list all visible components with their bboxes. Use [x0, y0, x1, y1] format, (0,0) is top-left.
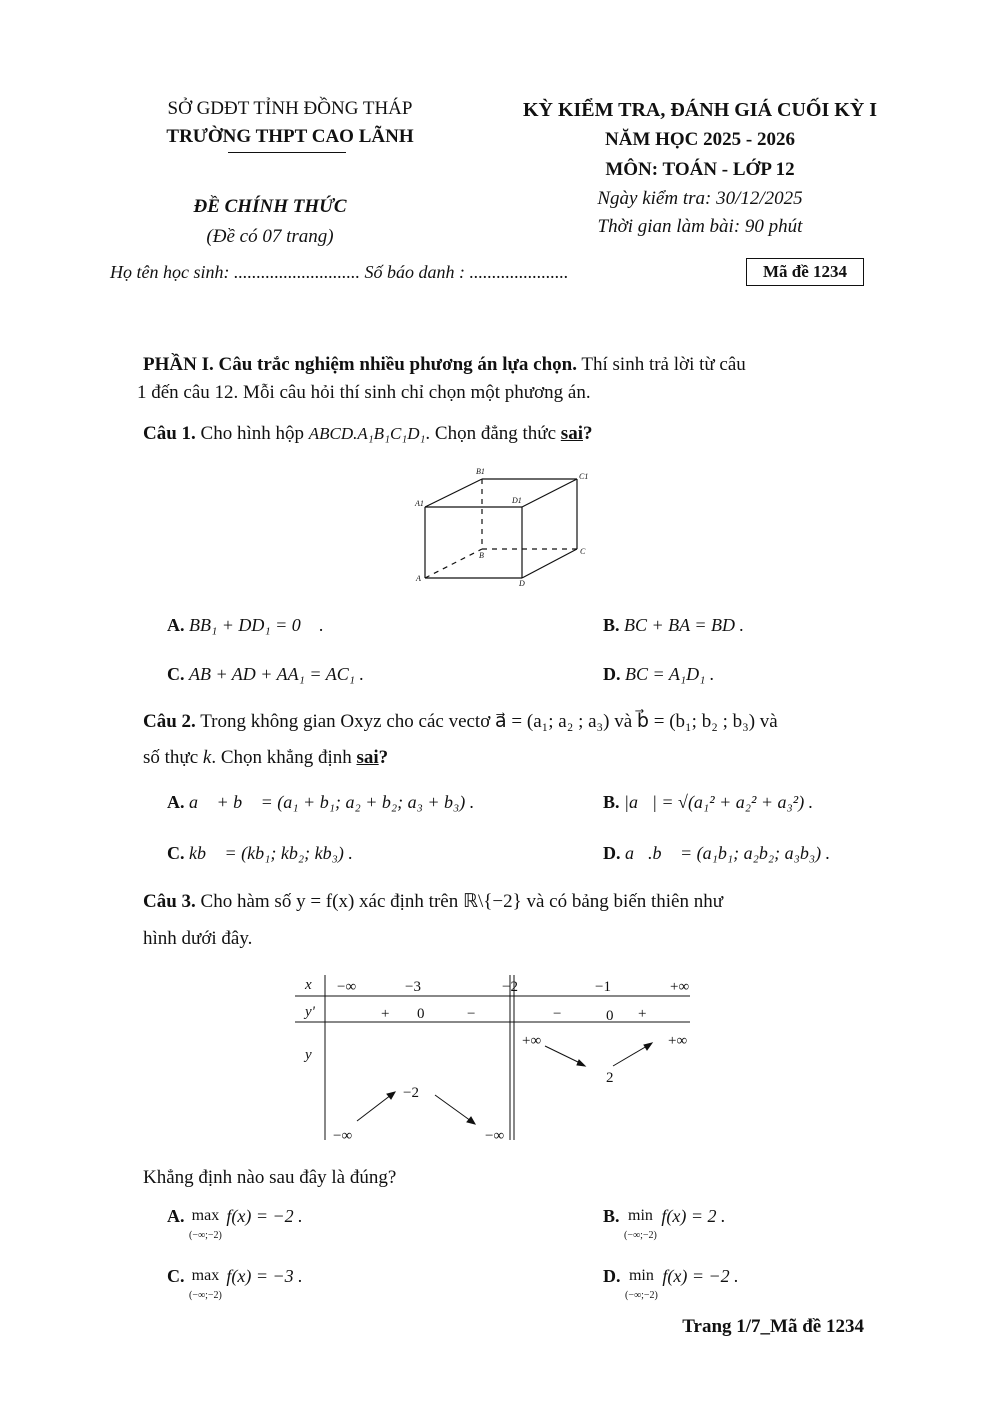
- table-x-value: −3: [405, 979, 421, 995]
- q2-line2-mid: . Chọn khẳng định: [211, 747, 357, 768]
- table-sign: +: [381, 1006, 390, 1022]
- q2-qmark: ?: [378, 747, 389, 768]
- label-C: C: [580, 547, 586, 556]
- q1-text-pre: Cho hình hộp: [195, 423, 309, 444]
- label-D1: D1: [512, 496, 522, 505]
- part1-intro-text: Thí sinh trả lời từ câu: [576, 354, 746, 375]
- exam-code-box: Mã đề 1234: [746, 258, 864, 286]
- q3-prompt: Khẳng định nào sau đây là đúng?: [143, 1167, 397, 1188]
- q2-line2-pre: số thực: [143, 747, 203, 768]
- option-operator: max: [191, 1267, 220, 1284]
- q2-option-d[interactable]: [603, 843, 830, 864]
- page-count: (Đề có 07 trang): [206, 226, 334, 247]
- option-letter: B.: [603, 1206, 620, 1226]
- label-A: A: [416, 574, 421, 583]
- q1-box-figure: [400, 462, 600, 590]
- option-letter: A.: [167, 792, 185, 812]
- option-text: BC = A₁D₁ .: [625, 664, 715, 684]
- option-letter: C.: [167, 843, 185, 863]
- option-operator: min: [628, 1207, 653, 1224]
- page-footer: Trang 1/7_Mã đề 1234: [682, 1316, 864, 1337]
- q2-option-a[interactable]: [167, 792, 474, 813]
- option-operator: min: [628, 1267, 654, 1284]
- q1-label: Câu 1.: [143, 423, 196, 444]
- option-text: BC + BA = BD .: [624, 615, 744, 635]
- table-y-value: −2: [403, 1085, 419, 1101]
- option-text: AB + AD + AA₁ = AC₁ .: [189, 664, 364, 684]
- table-sign: −: [467, 1006, 476, 1022]
- q2-option-b[interactable]: [603, 792, 813, 813]
- option-text: kb⃗ = (kb₁; kb₂; kb₃) .: [189, 843, 353, 863]
- option-letter: A.: [167, 1206, 185, 1226]
- q1-qmark: ?: [582, 423, 593, 444]
- q1-option-b[interactable]: [603, 615, 744, 636]
- table-y-value: −∞: [333, 1128, 353, 1144]
- exam-date: Ngày kiểm tra: 30/12/2025: [597, 188, 803, 209]
- option-interval: (−∞;−2): [625, 1290, 658, 1301]
- q3-option-a[interactable]: [167, 1206, 303, 1244]
- q3-option-b[interactable]: [603, 1206, 726, 1244]
- department-name: SỞ GDĐT TỈNH ĐỒNG THÁP: [167, 98, 413, 119]
- subject: MÔN: TOÁN - LỚP 12: [605, 159, 795, 180]
- option-letter: D.: [603, 843, 621, 863]
- option-text: |a⃗| = √(a₁² + a₂² + a₃²) .: [624, 792, 814, 812]
- school-name: TRƯỜNG THPT CAO LÃNH: [166, 126, 414, 147]
- school-underline: [228, 152, 346, 153]
- table-y-value: +∞: [668, 1033, 688, 1049]
- table-yprime-label: y': [305, 1004, 315, 1020]
- table-y-value: +∞: [522, 1033, 542, 1049]
- label-D: D: [519, 579, 525, 588]
- option-letter: C.: [167, 1266, 185, 1286]
- q2-k: k: [202, 747, 212, 768]
- school-year: NĂM HỌC 2025 - 2026: [605, 129, 795, 150]
- part1-intro-line2: 1 đến câu 12. Mỗi câu hỏi thí sinh chỉ chọn một phương án.: [137, 382, 591, 403]
- q1-shape: ABCD.A₁B₁C₁D₁: [308, 424, 426, 443]
- q1-keyword: sai: [560, 423, 583, 444]
- table-sign: 0: [417, 1006, 425, 1022]
- table-sign: +: [638, 1006, 647, 1022]
- table-x-label: x: [305, 977, 312, 993]
- part1-title: PHẦN I. Câu trắc nghiệm nhiều phương án lựa chọn.: [143, 354, 577, 375]
- option-text: f(x) = 2 .: [661, 1206, 726, 1226]
- q2-stem-line2: [143, 744, 388, 772]
- option-interval: (−∞;−2): [189, 1230, 222, 1241]
- label-C1: C1: [579, 472, 589, 481]
- q2-keyword: sai: [356, 747, 379, 768]
- q2-stem-line1: [143, 708, 868, 736]
- table-sign: −: [553, 1006, 562, 1022]
- table-x-value: +∞: [670, 979, 690, 995]
- option-text: f(x) = −2 .: [226, 1206, 303, 1226]
- option-operator: max: [191, 1207, 220, 1224]
- q1-text-post: . Chọn đẳng thức: [425, 423, 561, 444]
- table-sign: 0: [606, 1008, 614, 1024]
- q3-option-d[interactable]: [603, 1266, 739, 1304]
- option-letter: D.: [603, 664, 621, 684]
- option-letter: B.: [603, 615, 620, 635]
- q3-label: Câu 3.: [143, 891, 196, 912]
- option-text: f(x) = −3 .: [226, 1266, 303, 1286]
- option-text: f(x) = −2 .: [662, 1266, 739, 1286]
- q1-option-d[interactable]: [603, 664, 714, 685]
- option-text: a⃗.b⃗ = (a₁b₁; a₂b₂; a₃b₃) .: [625, 843, 831, 863]
- option-interval: (−∞;−2): [624, 1230, 657, 1241]
- option-interval: (−∞;−2): [189, 1290, 222, 1301]
- q2-label: Câu 2.: [143, 711, 196, 732]
- header-left: [120, 95, 460, 151]
- label-B: B: [479, 551, 484, 560]
- table-x-value: −2: [502, 979, 518, 995]
- header-right: [490, 95, 910, 241]
- part1-intro: [143, 350, 865, 380]
- label-A1: A1: [415, 499, 424, 508]
- q2-line1: Trong không gian Oxyz cho các vectơ a⃗ = (a₁; a₂ ; a₃) và b⃗ = (b₁; b₂ ; b₃) và: [195, 711, 778, 732]
- official-label: ĐỀ CHÍNH THỨC: [193, 196, 347, 217]
- q1-stem: [143, 420, 592, 448]
- table-x-value: −∞: [337, 979, 357, 995]
- table-y-value: 2: [606, 1070, 614, 1086]
- student-info-line: Họ tên học sinh: ............................ Số báo danh : ......................: [110, 262, 569, 282]
- q1-option-c[interactable]: [167, 664, 364, 685]
- option-letter: D.: [603, 1266, 621, 1286]
- option-text: BB₁ + DD₁ = 0⃗ .: [189, 615, 324, 635]
- duration: Thời gian làm bài: 90 phút: [597, 216, 803, 237]
- table-y-label: y: [305, 1047, 312, 1063]
- table-y-value: −∞: [485, 1128, 505, 1144]
- q3-option-c[interactable]: [167, 1266, 303, 1304]
- q3-stem-line1: [143, 888, 868, 916]
- table-x-value: −1: [595, 979, 611, 995]
- q2-option-c[interactable]: [167, 843, 353, 864]
- q3-stem-line2: hình dưới đây.: [143, 928, 253, 949]
- option-letter: C.: [167, 664, 185, 684]
- label-B1: B1: [476, 467, 485, 476]
- option-letter: A.: [167, 615, 185, 635]
- q3-line1: Cho hàm số y = f(x) xác định trên ℝ\{−2} và có bảng biến thiên như: [195, 891, 724, 912]
- q1-option-a[interactable]: [167, 615, 324, 636]
- option-text: a⃗ + b⃗ = (a₁ + b₁; a₂ + b₂; a₃ + b₃) .: [189, 792, 475, 812]
- exam-title: KỲ KIỂM TRA, ĐÁNH GIÁ CUỐI KỲ I: [522, 99, 878, 121]
- variation-table: [295, 970, 700, 1145]
- option-letter: B.: [603, 792, 620, 812]
